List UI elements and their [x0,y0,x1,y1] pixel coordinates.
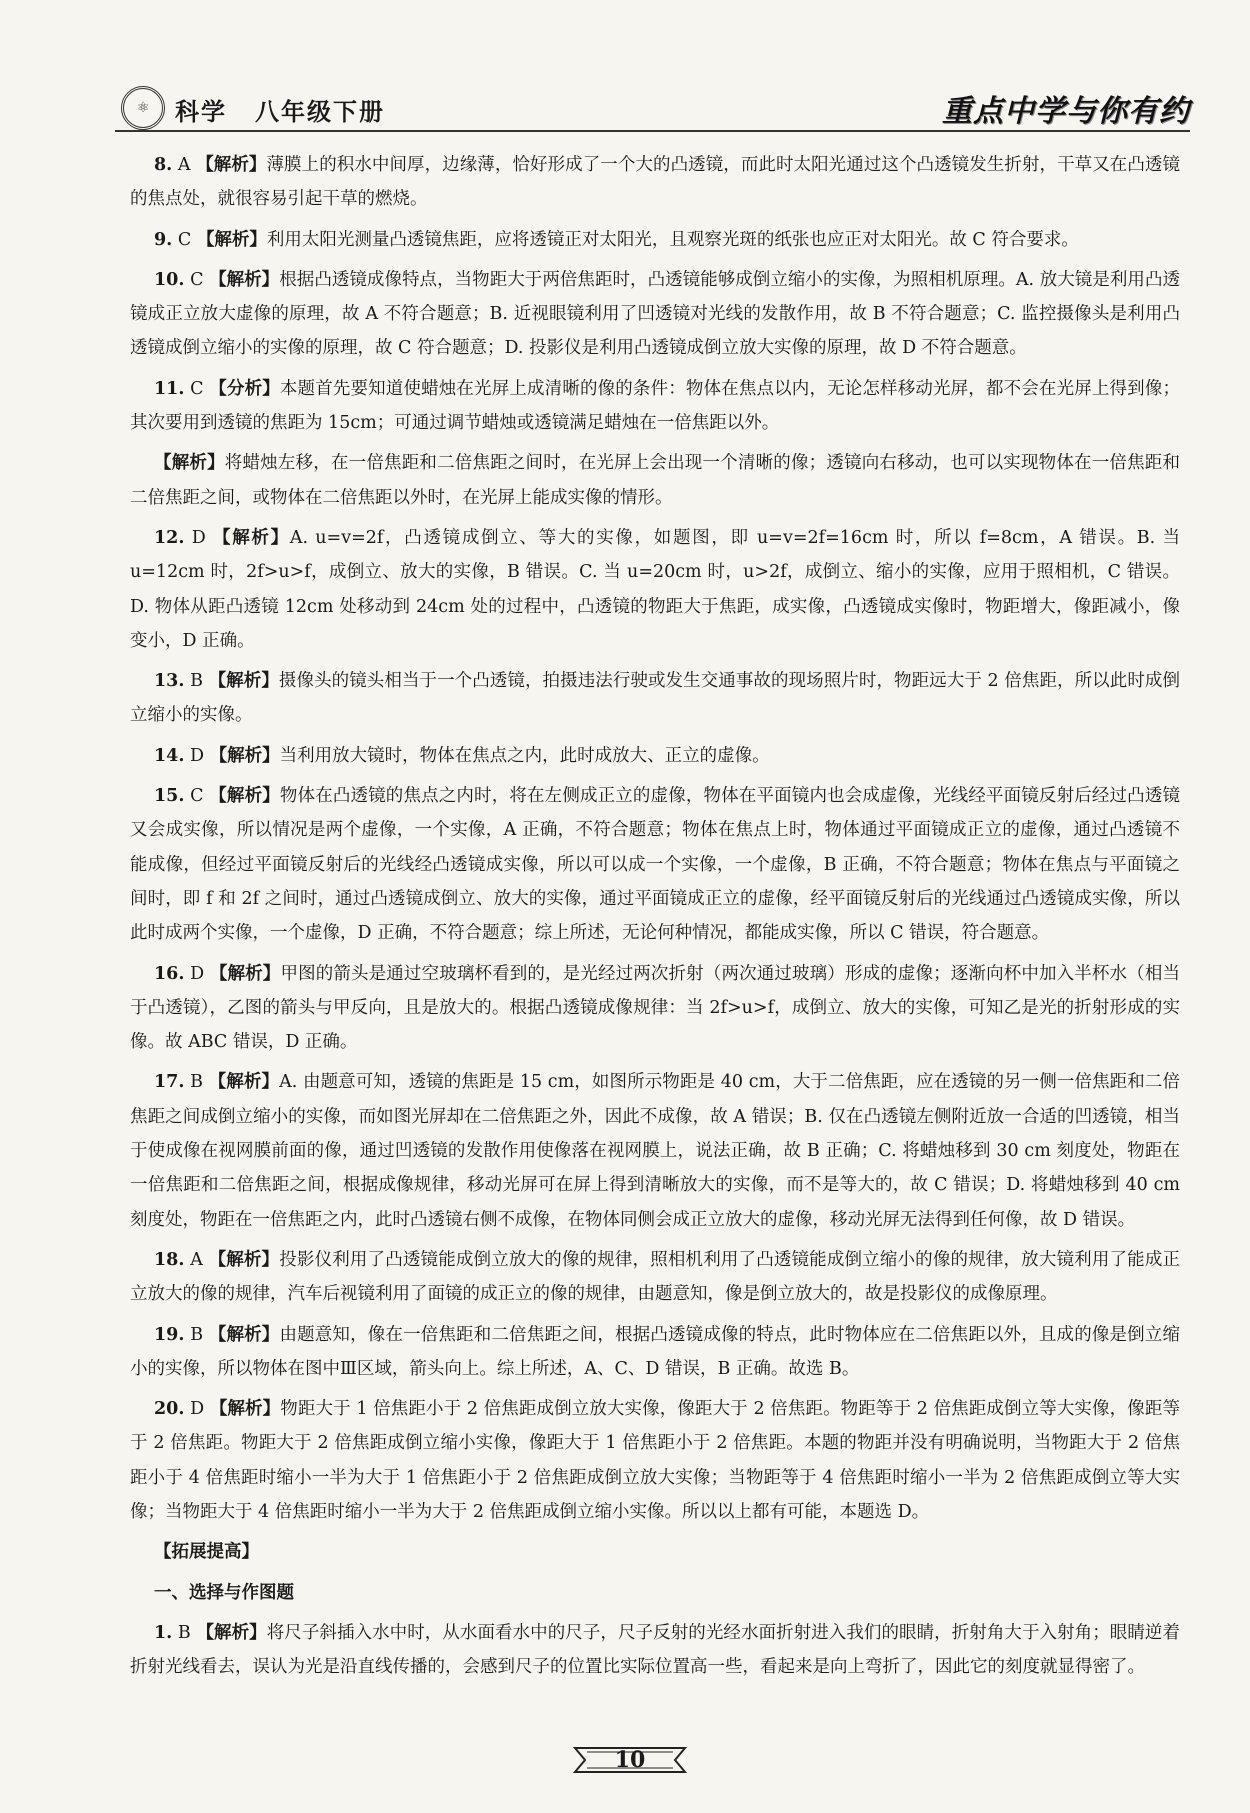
analysis-tag: 【解析】 [209,745,280,766]
analysis-tag: 【解析】 [209,269,280,290]
extra-answer-list [130,1616,1180,1685]
analysis-tag: 【解析】 [208,1249,280,1270]
subject-label: 科学 [175,98,227,126]
item-number: 15. [154,786,185,807]
analysis-text: 摄像头的镜头相当于一个凸透镜，拍摄违法行驶或发生交通事故的现场照片时，物距远大于 2 倍焦距，所以此时成倒立缩小的实像。 [130,671,1180,726]
answer-item [130,1392,1180,1529]
answer-letter: C [190,786,204,807]
analysis-text: A. 由题意可知，透镜的焦距是 15 cm，如图所示物距是 40 cm，大于二倍焦距，应在透镜的另一侧一倍焦距和二倍焦距之间成倒立缩小的实像，而如图光屏却在二倍焦距之外，因此不成像，故 A 错误；B. 仅在凸透镜左侧附近放一合适的凹透镜，相当于使成像在视网膜前面的像，通过凹透镜的发散作用使像落在视网膜上，说法正确，故 B 正确；C. 将蜡烛移到 30 cm 刻度处，物距在一倍焦距和二倍焦距之间，根据成像规律，移动光屏可在屏上得到清晰放大的实像，而不是等大的，故 C 错误；D. 将蜡烛移到 40 cm 刻度处，物距在一倍焦距之内，此时凸透镜右侧不成像，在物体同侧会成正立放大的虚像，移动光屏无法得到任何像，故 D 错误。 [130,1072,1180,1230]
answer-content [130,148,1180,1690]
item-number: 12. [154,527,185,548]
school-logo-icon: ⚛ [121,86,165,130]
item-number: 16. [154,963,185,984]
analysis-text: 由题意知，像在一倍焦距和二倍焦距之间，根据凸透镜成像的特点，此时物体应在二倍焦距以外，且成的像是倒立缩小的实像，所以物体在图中Ⅲ区域，箭头向上。综上所述，A、C、D 错误，B 正确。故选 B。 [130,1324,1180,1379]
answer-letter: D [190,1399,205,1420]
answer-letter: D [191,527,206,548]
analysis-tag: 【分析】 [209,378,280,399]
answer-letter: A [190,1249,203,1270]
answer-item [130,957,1180,1060]
answer-item [130,521,1180,658]
item-number: 9. [154,229,173,250]
answer-letter: A [177,155,191,175]
answer-list [130,148,1180,1529]
answer-item [130,779,1180,950]
answer-item [130,739,1180,773]
answer-item [130,664,1180,733]
grade-label: 八年级下册 [255,98,385,126]
answer-item [130,148,1180,217]
analysis-text: 物距大于 1 倍焦距小于 2 倍焦距成倒立放大实像，像距大于 2 倍焦距。物距等于 2 倍焦距成倒立等大实像，像距等于 2 倍焦距。物距大于 2 倍焦距成倒立缩小实像，像距大于 1 倍焦距小于 2 倍焦距。本题的物距并没有明确说明，当物距大于 2 倍焦距小于 4 倍焦距时缩小一半为大于 1 倍焦距小于 2 倍焦距成倒立放大实像；当物距等于 4 倍焦距时缩小一半为 2 倍焦距成倒立等大实像；当物距大于 4 倍焦距时缩小一半为大于 2 倍焦距成倒立缩小实像。所以以上都有可能，本题选 D。 [130,1399,1180,1522]
answer-item [130,1318,1180,1387]
page-number: 10 [614,1747,646,1773]
analysis-tag: 【解析】 [209,963,281,984]
analysis-text: 物体在凸透镜的焦点之内时，将在左侧成正立的虚像，物体在平面镜内也会成虚像，光线经平面镜反射后经过凸透镜又会成实像，所以情况是两个虚像，一个实像，A 正确，不符合题意；物体在焦点上时，物体通过平面镜成正立的虚像，通过凸透镜不能成像，但经过平面镜反射后的光线经凸透镜成实像，所以可以成一个实像，一个虚像，B 正确，不符合题意；物体在焦点与平面镜之间时，即 f 和 2f 之间时，通过凸透镜成倒立、放大的实像，通过平面镜成正立的虚像，经平面镜反射后的光线通过凸透镜成实像，所以此时成两个实像，一个虚像，D 正确，不符合题意；综上所述，无论何种情况，都能成实像，所以 C 错误，符合题意。 [130,786,1180,944]
analysis-text: 薄膜上的积水中间厚，边缘薄，恰好形成了一个大的凸透镜，而此时太阳光通过这个凸透镜发生折射，干草又在凸透镜的焦点处，就很容易引起干草的燃烧。 [130,155,1180,210]
answer-item [130,1616,1180,1685]
analysis-tag: 【解析】 [208,1072,280,1093]
analysis-tag: 【解析】 [209,786,280,807]
answer-item [130,1243,1180,1312]
analysis-tag: 【解析】 [196,1622,267,1643]
analysis-tag: 【解析】 [154,453,225,474]
page-header [115,80,1190,130]
analysis-text: 根据凸透镜成像特点，当物距大于两倍焦距时，凸透镜能够成倒立缩小的实像，为照相机原理。A. 放大镜是利用凸透镜成正立放大虚像的原理，故 A 不符合题意；B. 近视眼镜利用了凹透镜对光线的发散作用，故 B 不符合题意；C. 监控摄像头是利用凸透镜成倒立缩小的实像的原理，故 C 符合题意；D. 投影仪是利用凸透镜成倒立放大实像的原理，故 D 不符合题意。 [130,269,1180,359]
item-number: 1. [154,1622,173,1643]
item-number: 8. [154,155,173,175]
answer-item [130,223,1180,257]
analysis-tag: 【解析】 [208,671,279,692]
header-divider [115,130,1190,132]
analysis-text: 本题首先要知道使蜡烛在光屏上成清晰的像的条件：物体在焦点以内，无论怎样移动光屏，都不会在光屏上得到像；其次要用到透镜的焦距为 15cm；可通过调节蜡烛或透镜满足蜡烛在一倍焦距以外。 [130,378,1180,434]
answer-letter: C [190,378,204,399]
answer-letter: B [190,671,203,692]
answer-letter: B [177,1622,191,1643]
item-number: 20. [154,1399,185,1420]
item-number: 10. [154,269,185,290]
item-number: 19. [154,1324,185,1345]
subsection-title: 一、选择与作图题 [154,1582,294,1603]
page-footer [565,1740,695,1780]
analysis-text: 将蜡烛左移，在一倍焦距和二倍焦距之间时，在光屏上会出现一个清晰的像；透镜向右移动，也可以实现物体在一倍焦距和二倍焦距之间，或物体在二倍焦距以外时，在光屏上能成实像的情形。 [130,453,1181,508]
answer-letter: D [190,963,205,984]
answer-letter: D [190,745,205,766]
analysis-text: A. u=v=2f，凸透镜成倒立、等大的实像，如题图，即 u=v=2f=16cm 时，所以 f=8cm，A 错误。B. 当 u=12cm 时，2f>u>f，成倒立、放大的实像，B 错误。C. 当 u=20cm 时，u>2f，成倒立、缩小的实像，应用于照相机，C 错误。D. 物体从距凸透镜 12cm 处移动到 24cm 处的过程中，凸透镜的物距大于焦距，成实像，凸透镜成实像时，物距增大，像距减小，像变小，D 正确。 [130,527,1180,651]
analysis-text: 利用太阳光测量凸透镜焦距，应将透镜正对太阳光，且观察光斑的纸张也应正对太阳光。故 C 符合要求。 [266,229,1079,250]
answer-letter: C [177,229,192,250]
analysis-text: 投影仪利用了凸透镜能成倒立放大的像的规律，照相机利用了凸透镜能成倒立缩小的像的规律，放大镜利用了能成正立放大的像的规律，汽车后视镜利用了面镜的成正立的像的规律，由题意知，像是倒立放大的，故是投影仪的成像原理。 [130,1249,1180,1305]
item-number: 13. [154,671,185,692]
analysis-tag: 【解析】 [208,1324,280,1345]
item-number: 18. [154,1249,185,1270]
answer-item [130,263,1180,366]
analysis-tag: 【解析】 [196,229,267,250]
answer-letter: B [190,1072,203,1093]
answer-item [130,372,1180,441]
answer-letter: C [190,269,204,290]
analysis-text: 甲图的箭头是通过空玻璃杯看到的，是光经过两次折射（两次通过玻璃）形成的虚像；逐渐向杯中加入半杯水（相当于凸透镜），乙图的箭头与甲反向，且是放大的。根据凸透镜成像规律：当 2f>u>f，成倒立、放大的实像，可知乙是光的折射形成的实像。故 ABC 错误，D 正确。 [130,963,1180,1053]
answer-item [130,1065,1180,1236]
item-number: 11. [154,378,185,399]
analysis-tag: 【解析】 [213,527,290,548]
analysis-tag: 【解析】 [196,155,267,175]
analysis-text: 将尺子斜插入水中时，从水面看水中的尺子，尺子反射的光经水面折射进入我们的眼睛，折射角大于入射角；眼睛逆着折射光线看去，误认为光是沿直线传播的，会感到尺子的位置比实际位置高一些，看起来是向上弯折了，因此它的刻度就显得密了。 [130,1622,1180,1678]
answer-letter: B [190,1324,204,1345]
answer-item [130,446,1180,515]
analysis-text: 当利用放大镜时，物体在焦点之内，此时成放大、正立的虚像。 [279,745,770,766]
analysis-tag: 【解析】 [209,1399,281,1420]
item-number: 14. [154,745,185,766]
brand-title: 重点中学与你有约 [942,94,1190,129]
item-number: 17. [154,1072,185,1093]
section-title: 【拓展提高】 [154,1542,259,1563]
